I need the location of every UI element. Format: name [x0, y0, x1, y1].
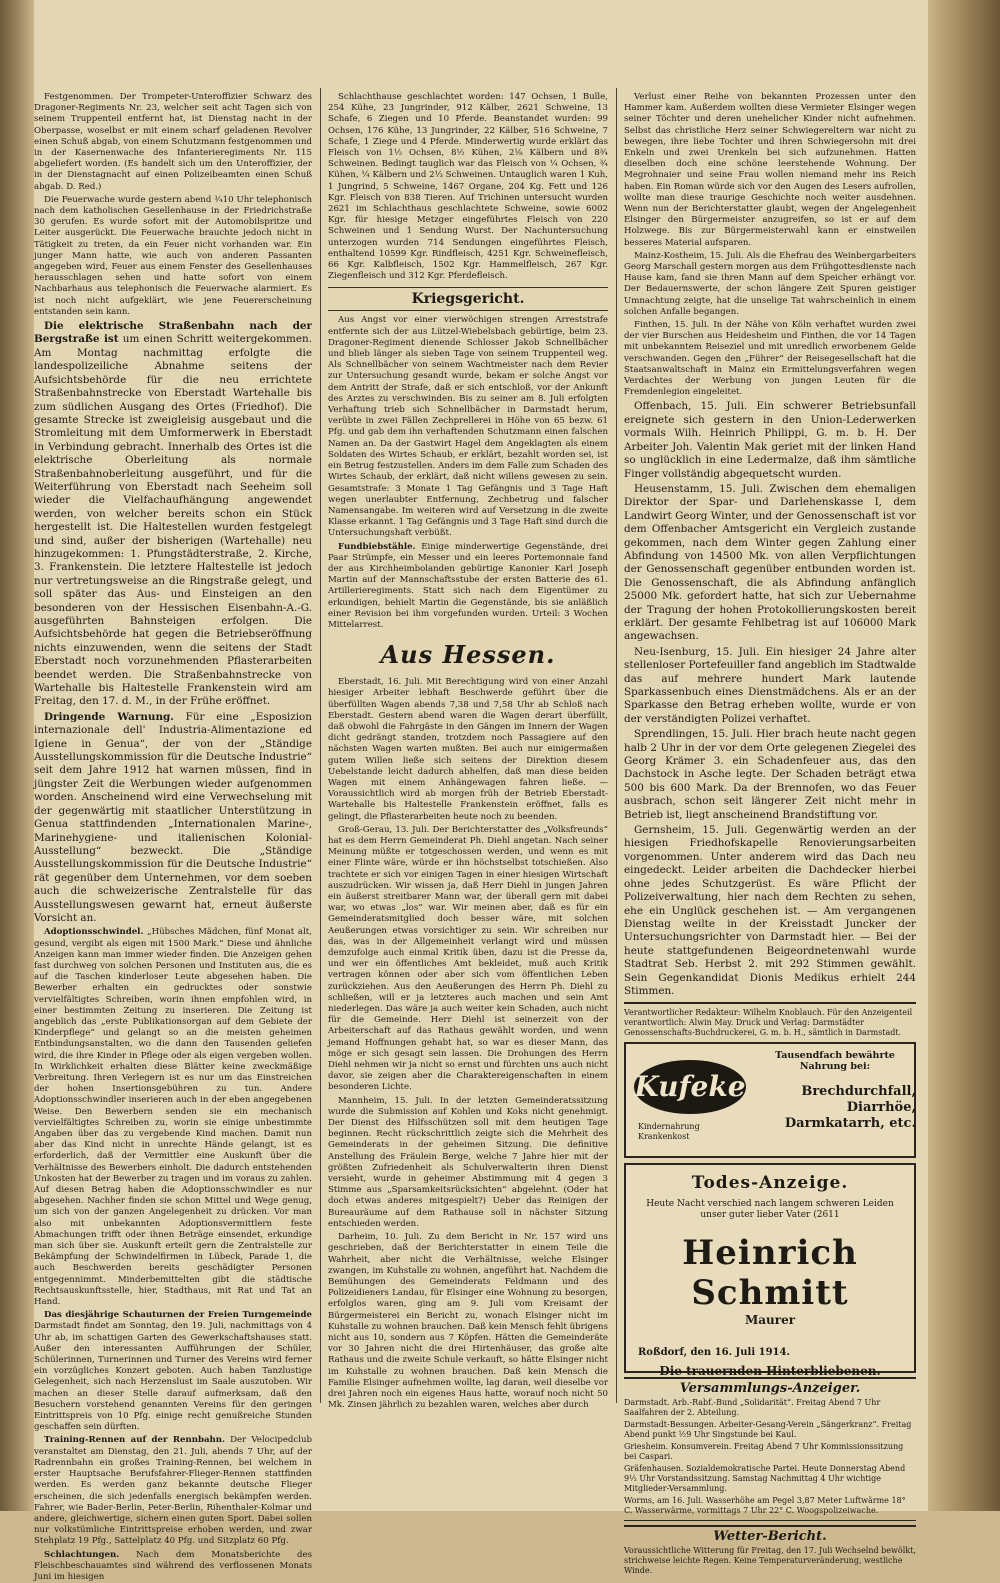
- death-notice-title: Todes-Anzeige.: [691, 1173, 849, 1194]
- column-2: [328, 92, 608, 1411]
- condition-item: Brechdurchfall,: [801, 1084, 916, 1100]
- section-heading-hessen: Aus Hessen.: [380, 640, 556, 670]
- condition-item: Diarrhöe,: [846, 1100, 916, 1116]
- ad-kufeke: [624, 1042, 916, 1158]
- article-slaughter: [34, 1550, 312, 1583]
- column-1: [34, 92, 313, 1582]
- meeting-entry: Darmstadt. Arb.-Rabf.-Bund „Solidarität“. Freitag Abend 7 Uhr Saalfahren der 2. Abteilung.: [624, 1398, 881, 1418]
- article-paragraph: Finthen, 15. Juli. In der Nähe von Köln verhaftet wurden zwei der vier Burschen aus Heidesheim und Finthen, die vor 14 Tagen mit unbekanntem Reiseziel und mit unredlich erworbenem Gelde verschwanden. Gegen den „Führer“ der Reisegesellschaft hat die Staatsanwaltschaft in Mainz ein Ermittelungsverfahren wegen Verdachtes der Werbung von jungen Leuten für die Fremdenlegion eingeleitet.: [624, 320, 916, 398]
- article-lead: Schlachtungen.: [44, 1549, 120, 1560]
- article-tram: [34, 320, 312, 709]
- meeting-entry: Gräfenhausen. Sozialdemokratische Partei. Heute Donnerstag Abend 9½ Uhr Vorstandssitzung. Samstag Nachmittag 4 Uhr wichtige Mitglieder-Versammlung.: [624, 1464, 906, 1494]
- article-lead: Das diesjährige Schauturnen der Freien Turngemeinde: [44, 1310, 312, 1321]
- imprint: Verantwortlicher Redakteur: Wilhelm Knoblauch. Für den Anzeigenteil verantwortlich: Alwin May. Druck und Verlag: Darmstädter Genossenschafts-Buchdruckerei, G. m. b. H., sämtlich in Darmstadt.: [624, 1008, 913, 1038]
- book-spine: [0, 0, 34, 1511]
- kufeke-subtitle: [638, 1122, 700, 1142]
- kufeke-sub-2: Krankenkost: [638, 1132, 690, 1142]
- article-court: Aus Angst vor einer vierwöchigen strengen Arreststrafe entfernte sich der aus Lützel-Wiebelsbach gebürtige, beim 23. Dragoner-Regiment dienende Schlosser Jakob Schnellbächer und blieb länger als sieben Tage von seinem Truppenteil weg. Als Schnellbächer von seinem Wachtmeister nach dem Revier zur Untersuchung gesandt wurde, bekam er solche Angst vor dem Antritt der Strafe, daß er sich entschloß, vor der Ankunft des Arztes zu verschwinden. Bis zu seiner am 8. Juli erfolgten Verhaftung trieb sich Schnellbächer in Darmstadt herum, verübte in zwei Fällen Zechprellerei in Höhe von 65 bezw. 61 Pfg. und gab dem ihn verhaftenden Schutzmann einen falschen Namen an. Da der Gastwirt Hagel dem Angeklagten als einem Soldaten des Wirtes Schaub, er erklärt, bezahlt worden sei, ist ein Betrug festzustellen. Anders im dem Falle zum Schaden des Wirtes Schaub, der erklärt, daß nicht willens gewesen zu sein. Gesamtstrafe: 3 Monate 1 Tag Gefängnis und 3 Tage Haft wegen unerlaubter Entfernung, Zechbetrug und falscher Namensangabe. Im weiteren wird auf Versetzung in die zweite Klasse erkannt. 1 Tag Gefängnis und 3 Tage Haft sind durch die Untersuchungshaft verbüßt.: [328, 315, 608, 539]
- weather-text: Voraussichtliche Witterung für Freitag, den 17. Juli Wechselnd bewölkt, strichweise leichte Regen. Keine Temperaturveränderung, westliche Winde.: [624, 1546, 916, 1576]
- article-lead: Dringende Warnung.: [44, 710, 174, 723]
- section-heading-court: Kriegsgericht.: [328, 287, 608, 311]
- article-lead: Fundbiebstähle.: [338, 541, 416, 552]
- article-paragraph: Heusenstamm, 15. Juli. Zwischen dem ehemaligen Direktor der Spar- und Darlehenskasse I, dem Landwirt Georg Winter, und der Genossenschaft ist vor dem Offenbacher Amtsgericht ein Vergleich zustande gekommen, nach dem Winter gegen Zahlung einer Abfindung von 14500 Mk. von allen Verpflichtungen der Genossenschaft gegenüber entbunden worden ist. Die Genossenschaft, die als Abfindung anfänglich 25000 Mk. gefordert hatte, hat sich zur Uebernahme der Tragung der hohen Protokollierungskosten bereit erklärt. Der gesamte Fehlbetrag ist auf 106000 Mark angewachsen.: [624, 482, 916, 643]
- column-3: [624, 92, 916, 1576]
- meetings-title: Versammlungs-Anzeiger.: [679, 1381, 861, 1397]
- article-warning: [34, 711, 312, 926]
- article-body: Einige minderwertige Gegenstände, drei Paar Strümpfe, ein Messer und ein leeres Portemonnaie fand der aus Kirchheimbolanden gebürtige Kanonier Karl Joseph Martin auf der Mannschaftsstube der ersten Batterie des 61. Artillerieregiments. Statt sich nach dem Eigentümer zu erkundigen, behielt Martin die Gegenstände, bis sie anläßlich einer Revision bei ihm vorgefunden wurden. Urteil: 3 Wochen Mittelarrest.: [328, 541, 608, 630]
- article-lead: Adoptionsschwindel.: [44, 927, 144, 938]
- place-date: Roßdorf, den 16. Juli 1914.: [638, 1347, 790, 1359]
- article-paragraph: Schlachthause geschlachtet worden: 147 Ochsen, 1 Bulle, 254 Kühe, 23 Jungrinder, 912 Kälber, 2621 Schweine, 13 Schafe, 6 Ziegen und 10 Pferde. Beanstandet wurden: 99 Ochsen, 176 Kühe, 13 Jungrinder, 22 Kälber, 516 Schweine, 7 Schafe, 1 Ziege und 4 Pferde. Minderwertig wurde erklärt das Fleisch von 1½ Ochsen, 8½ Kühen, 2⅛ Kälbern und 8¾ Schweinen. Bedingt tauglich war das Fleisch von ¼ Ochsen, ¾ Kühen, ¼ Kälbern und 2⅓ Schweinen. Untauglich waren 1 Kuh, 1 Jungrind, 5 Schweine, 1467 Organe, 204 Kg. Fett und 126 Kgr. Fleisch von 838 Tieren. Auf Trichinen untersucht wurden 2621 im Schlachthaus geschlachtete Schweine, sowie 6002 Kgr. für hiesige Metzger eingeführtes Fleisch von 220 Schweinen und 1 Sendung Wurst. Der Nachuntersuchung unterzogen wurden 714 Sendungen eingeführtes Fleisch, enthaltend 10599 Kgr. Rindfleisch, 4251 Kgr. Schweinefleisch, 66 Kgr. Kalbfleisch, 1502 Kgr. Hammelfleisch, 267 Kgr. Ziegenfleisch und 312 Kgr. Pferdefleisch.: [328, 92, 608, 282]
- meeting-entry: Griesheim. Konsumverein. Freitag Abend 7 Uhr Kommissionssitzung bei Caspari.: [624, 1442, 904, 1462]
- weather-title: Wetter-Bericht.: [624, 1525, 916, 1544]
- kufeke-conditions: [766, 1084, 924, 1132]
- article-paragraph: Gernsheim, 15. Juli. Gegenwärtig werden an der hiesigen Friedhofskapelle Renovierungsarbeiten vorgenommen. Unter anderem wird das Dach neu eingedeckt. Leider arbeiten die Dachdecker hierbei ohne jedes Schutzgerüst. Es wäre Pflicht der Polizeiverwaltung, hier nach dem Rechten zu sehen, ehe ein Unglück geschehen ist. — Am vergangenen Dienstag weilte in der Kreisstadt Juncker der Untersuchungsrichter von Darmstadt hier. — Bei der heute stattgefundenen Beigeordnetenwahl wurde Stadtrat Seb. Herbst 2. mit 292 Stimmen gewählt. Sein Gegenkandidat Dionis Medikus erhielt 244 Stimmen.: [624, 824, 916, 997]
- article-body: Der Velocipedclub veranstaltet am Dienstag, den 21. Juli, abends 7 Uhr, auf der Radrennbahn ein großes Training-Rennen, bei welchem in erster Hauptsache Berufsfahrer-Flieger-Rennen stattfinden werden. Es werden ganz bekannte deutsche Flieger erscheinen, die sich jedenfalls energisch bekämpfen werden. Fahrer, wie Bader-Berlin, Peter-Berlin, Rihenthaler-Kolmar und andere, gleichwertige, sichern einen guten Sport. Dabei sollen nur volkstümliche Eintrittspreise erhoben werden, und zwar Stehplatz 19 Pfg., Sattelplatz 40 Pfg. und Sitzplatz 60 Pfg.: [34, 1435, 313, 1547]
- article-lead: Die elektrische Straßenbahn nach der Bergstraße ist: [34, 320, 312, 346]
- article-paragraph: Mannheim, 15. Juli. In der letzten Gemeinderatssitzung wurde die Submission auf Kohlen und Koks nicht genehmigt. Der Dienst des Hilfsschützen soll mit dem heutigen Tage beginnen. Recht rückschrittlich zeigte sich die Mehrheit des Gemeinderats in der geheimen Sitzung. Die definitive Anstellung des Fräulein Berge, welche 7 Jahre hier mit der größten Zufriedenheit als Schulverwalterin ihren Dienst versieht, wurde in geheimer Abstimmung mit 4 gegen 3 Stimme aus „Sparsamkeitsrücksichten“ abgelehnt. (Oder hat doch etwas anderes mitgespielt?) Ueber das Reinigen der Bureauräume auf dem Rathause soll in nächster Sitzung entschieden werden.: [328, 1095, 608, 1229]
- meeting-entry: Darmstadt-Bessungen. Arbeiter-Gesang-Verein „Sängerkranz“. Freitag Abend punkt ½9 Uhr Singstunde bei Kaul.: [624, 1420, 912, 1440]
- kufeke-tagline: Tausendfach bewährte Nahrung bei:: [775, 1050, 895, 1073]
- meetings-board: [624, 1377, 916, 1521]
- article-lead: Training-Rennen auf der Rennbahn.: [44, 1435, 226, 1446]
- article-racing: [34, 1435, 312, 1547]
- article-body: „Hübsches Mädchen, fünf Monat alt, gesund, vergibt als eigen mit 1500 Mark.“ Diese und ähnliche Anzeigen kann man immer wieder finden. Die Anzeigen gehen fast durchweg von solchen Personen und Instituten aus, die es auf die Taschen kinderloser Leute abgesehen haben. Die Bewerber erhalten ein gedrucktes oder sonstwie vervielfältigtes Schreiben, worin ihnen empfohlen wird, in einer bestimmten Zeitung zu inserieren. Die Zeitung ist angeblich das „erste Publikationsorgan auf dem Gebiete der Kinderpflege“ und gelangt so an die meisten geheimen Entbindungsanstalten, wo die dann den Tausenden geliefen wird, die ihre Kinder in Pflege oder als eigen vergeben wollen. In Wirklichkeit erhalten diese Blätter keine zweckmäßige Verbreitung. Ihren Verlegern ist es nur um das Einstreichen der hohen Insertionsgebühren zu tun. Andere Adoptionsschwindler inserieren auch in der eben angegebenen Weise. Den Bewerbern senden sie ein mechanisch vervielfältigtes Schreiben zu, worin sie einige unbestimmte Angaben über das zu vergebende Kind machen. Damit nun aber das Kind nicht in unrechte Hände gelangt, ist es erforderlich, daß der Vermittler eine Auskunft über die Verhältnisse des Bewerbers einholt. Die dadurch entstehenden Unkosten hat der Bewerber zu tragen und im voraus zu zahlen. Auf diesen Betrag haben die Adoptionsschwindler es nur abgesehen. Nachher finden sie schon Mittel und Wege genug, um sich von der ganzen Angelegenheit zu drücken. Vor man also mit unbekannten Adoptionsvermittlern feste Abmachungen trifft oder ihnen Beträge einsendet, erkundige man sich über sie. Auskunft erteilt gern die Zentralstelle zur Bekämpfung der Schwindelfirmen in Lübeck, Parade 1, die auch Beschwerden bereits geschädigter Personen entgegennimmt. Minderbemittelten gibt die städtische Rechtsauskunftsstelle, hier, Stadthaus, mit Rat und Tat an Hand.: [34, 927, 312, 1308]
- article-paragraph: Verlust einer Reihe von bekannten Prozessen unter den Hammer kam. Außerdem wollten diese Vermieter Elsinger wegen seiner Töchter und deren unehelicher Kinder nicht aufnehmen. Selbst das christliche Herz seiner Schwiegereltern war nicht zu bewegen, ihre liebe Tochter und ihren Schwiegersohn mit drei Enkeln und zwei Urenkeln bei sich aufzunehmen. Hatten dieselben doch eine schöne leerstehende Wohnung. Der Megrohnaier und seine Frau wollen niemand mehr ins Reich haben. Ein Roman würde sich vor den Augen des Lesers aufrollen, wollte man diese traurige Geschichte noch weiter ausdehnen. Wenn nun der Berichterstatter glaubt, wegen der Angelegenheit Elsinger den Bürgermeister anzugreifen, so ist er auf dem Holzwege. Bis zur Bürgermeisterwahl kann er einstweilen besseres Material aufsparen.: [624, 92, 916, 248]
- column-rule: [616, 88, 617, 1403]
- article-body: Darmstadt findet am Sonntag, den 19. Juli, nachmittags von 4 Uhr ab, im schattigen Garten des Gewerkschaftshauses statt. Außer den interessanten Aufführungen der Schüler, Schülerinnen, Turnerinnen und Turner des Vereins wird ferner ein vorzügliches Konzert geboten. Auch haben Tanzlustige Gelegenheit, sich nach Herzenslust im Saale auszutoben. Wir machen an dieser Stelle darauf aufmerksam, daß den Besuchern vorstehend genannten Vereins für den geringen Eintrittspreis von 10 Pfg. einige recht genußreiche Stunden geschaffen sein dürften.: [34, 1321, 312, 1433]
- article-body: um einen Schritt weitergekommen. Am Montag nachmittag erfolgte die landespolizeiliche Abnahme seitens der Aufsichtsbehörde für die neu errichtete Straßenbahnstrecke von Eberstadt Wartehalle bis zum südlichen Ausgang des Ortes (Friedhof). Die gesamte Strecke ist zweigleisig ausgebaut und die Stromleitung mit dem Umformerwerk in Eberstadt in Verbindung gebracht. Innerhalb des Ortes ist die elektrische Oberleitung als normale Straßenbahnoberleitung ausgeführt, und für die Weiterführung von Eberstadt nach Seeheim soll wieder die Vielfachaufhängung angewendet werden, von welcher bereits schon ein Stück hergestellt ist. Die Haltestellen wurden festgelegt und sind, außer der bisherigen (Wartehalle) neu hinzugekommen: 1. Pfungstädterstraße, 2. Kirche, 3. Frankenstein. Die letztere Haltestelle ist jedoch nur vertretungsweise an die Ringstraße gelegt, und soll später das Aus- und Einsteigen an den besonderen von der Hessischen Eisenbahn-A.-G. ausgeführten Bahnsteigen erfolgen. Die Aufsichtsbehörde hat gegen die Betriebseröffnung nichts einzuwenden, wenn die seitens der Stadt Eberstadt noch vorzunehmenden Pflasterarbeiten beendet werden. Die Straßenbahnstrecke von Wartehalle bis Haltestelle Frankenstein wird am Freitag, den 17. d. M., in der Frühe eröffnet.: [34, 333, 312, 708]
- deceased-name: Heinrich Schmitt: [682, 1233, 858, 1314]
- death-notice-footer: [626, 1347, 914, 1358]
- death-notice-body: Heute Nacht verschied nach langem schweren Leiden unser guter lieber Vater: [646, 1199, 894, 1221]
- water-level: Worms, am 16. Juli. Wasserhöhe am Pegel 3,87 Meter Luftwärme 18° C. Wasserwärme, vormittags 7 Uhr 22° C. Woogspolizeiwache.: [624, 1496, 906, 1516]
- article-paragraph: Darheim, 10. Juli. Zu dem Bericht in Nr. 157 wird uns geschrieben, daß der Berichterstatter in einem Teile die Wahrheit, aber nicht die Verhältnisse, welche Elsinger zwangen, im Kuhstalle zu wohnen, angeführt hat. Nachdem die Bemühungen des Gemeinderats Feldmann und des Polizeidieners Landau, für Elsinger eine Wohnung zu besorgen, erfolglos waren, ging am 9. Juli vom Kreisamt der Bürgermeisterei ein Bericht zu, wonach Elsinger nicht im Kuhstalle zu wohnen brauchen. Daß kein Mensch fehlt übrigens nicht aus 10, sondern aus 7 Köpfen. Hätten die Gemeinderäte vor 30 Jahren nicht die drei Hirtenhäuser, das große alte Rathaus und die zweite Schule verkauft, so hätte Elsinger nicht im Kuhstalle zu wohnen brauchen. Daß kein Mensch die Familie Elsinger aufnehmen wollte, lag daran, weil dieselbe vor drei Jahren noch ein eigenes Haus hatte, worauf noch nicht 50 Mk. Zinsen jährlich zu bezahlen waren, welches aber durch: [328, 1232, 608, 1411]
- column-rule: [320, 88, 321, 1403]
- article-paragraph: Groß-Gerau, 13. Juli. Der Berichterstatter des „Volksfreunds“ hat es dem Herrn Gemeinderat Ph. Diehl angetan. Nach seiner Meinung müßte er totgeschossen werden, und wenn es mit einer Flinte wäre, würde er ihn höchstselbst totschießen. Also trachtete er sich vor einigen Tagen in einer hiesigen Wirtschaft auszudrücken. Wir wissen ja, daß Herr Diehl in jungen Jahren ein äußerst streitbarer Mann war, der überall gern mit dabei war, wo etwas „los“ war. Wir meinen aber, daß es für ein Gemeinderatsmitglied doch besser wäre, mit solchen Aeußerungen etwas vorsichtiger zu sein. Wir schreiben nur das, was in der Allgemeinheit verlangt wird und müssen demzufolge auch einmal Kritik üben, dazu ist die Presse da, und wer ein öffentliches Amt bekleidet, muß auch Kritik vertragen können oder aber sich vom öffentlichen Leben zurückziehen. Aus den Aeußerungen des Herrn Ph. Diehl zu schließen, will er ja letzteres auch machen und sein Amt niederlegen. Das wäre ja auch weiter kein Schaden, auch nicht für die Gemeinde. Herr Diehl ist seinerzeit von der Arbeiterschaft auf das Rathaus gewählt worden, und wenn jemand Hoffnungen gehabt hat, so war es dieser Mann, das möge er sich gesagt sein lassen. Die Drohungen des Herrn Diehl nehmen wir ja nicht so ernst und fürchten uns auch nicht davor, sie zeigen aber die Charaktereigenschaften in einem besonderen Lichte.: [328, 824, 608, 1093]
- condition-item: Darmkatarrh, etc.: [784, 1116, 916, 1132]
- page-edges: [928, 0, 1000, 1511]
- newspaper-page: [34, 0, 928, 1582]
- article-paragraph: Mainz-Kostheim, 15. Juli. Als die Ehefrau des Weinbergarbeiters Georg Marschall gestern morgen aus dem Frühgottesdienste nach Hause kam, fand sie ihren Mann auf dem Speicher erhängt vor. Der Bedauernswerte, der schon längere Zeit Spuren geistiger Umnachtung zeigte, hat die unselige Tat wahrscheinlich in einem solchen Anfalle begangen.: [624, 250, 916, 317]
- article-turner: [34, 1310, 312, 1433]
- divider: [624, 1002, 916, 1004]
- kufeke-logo: Kufeke: [634, 1060, 746, 1114]
- article-adoption: [34, 927, 312, 1308]
- article-paragraph: Festgenommen. Der Trompeter-Unteroffizier Schwarz des Dragoner-Regiments Nr. 23, welcher seit acht Tagen sich von seinem Truppenteil entfernt hat, ist Dienstag nacht in der Oberpasse, woselbst er mit einem scharf geladenen Revolver einen Schuß abgab, von einem Schutzmann festgenommen und in der Kasernenwache des Infanterieregiments Nr. 115 abgeliefert worden. (Es handelt sich um den Unteroffizier, der in der Dienstagnacht auf einen Polizeibeamten einen Schuß abgab. D. Red.): [34, 92, 312, 192]
- death-notice-code: (2611: [813, 1210, 840, 1221]
- death-notice-text: [636, 1199, 904, 1221]
- article-paragraph: Neu-Isenburg, 15. Juli. Ein hiesiger 24 Jahre alter stellenloser Portefeuiller fand angeblich im Stadtwalde das auf mehrere hundert Mark lautende Sparkassenbuch eines Dienstmädchens. Als er an der Sparkasse den Betrag erheben wollte, wurde er von der verständigten Polizei verhaftet.: [624, 645, 916, 725]
- article-paragraph: Die Feuerwache wurde gestern abend ¾10 Uhr telephonisch nach dem katholischen Gesellenhause in der Friedrichstraße 30 gerufen. Es wurde sofort mit der Automobilspritze und Leiter ausgerückt. Die Feuerwache brauchte jedoch nicht in Tätigkeit zu treten, da ein Feuer nicht vorhanden war. Ein junger Mann hatte, wie auch von anderen Passanten angegeben wird, Feuer aus einem Fenster des Gesellenhauses herausschlagen sehen und hatte sofort von einem Nachbarhaus aus telephonisch die Feuerwache alarmiert. Es ist noch nicht aufgeklärt, wie jene Feuererscheinung entstanden sein kann.: [34, 194, 312, 317]
- ad-death-notice: [624, 1163, 916, 1379]
- article-paragraph: Offenbach, 15. Juli. Ein schwerer Betriebsunfall ereignete sich gestern in den Union-Lederwerken vormals Wilh. Heinrich Philippi, G. m. b. H. Der Arbeiter Joh. Valentin Mak geriet mit der linken Hand so unglücklich in eine Ledermalze, daß ihm sämtliche Finger vollständig abgequetscht wurden.: [624, 400, 916, 480]
- death-notice-signature: Die trauernden Hinterbliebenen.: [659, 1364, 881, 1379]
- kufeke-sub-1: Kindernahrung: [638, 1122, 700, 1132]
- deceased-occupation: Maurer: [744, 1313, 796, 1328]
- article-fund: [328, 542, 608, 632]
- article-paragraph: Eberstadt, 16. Juli. Mit Berechtigung wird von einer Anzahl hiesiger Arbeiter lebhaft Beschwerde geführt über die überfüllten Wagen abends 7,38 und 7,58 Uhr ab Schloß nach Eberstadt. Gestern abend waren die Wagen derart überfüllt, daß obwohl die Fahrgäste in den Gängen im Innern der Wagen dicht gedrängt standen, trotzdem noch Passagiere auf den nächsten Wagen warten mußten. Bei auch nur einigermaßen gutem Willen ließe sich seitens der Direktion diesem Uebelstande leicht dadurch abhelfen, daß man diese beiden Wagen mit einem Anhängewagen fahren ließe. — Voraussichtlich wird ab morgen früh der Betrieb Eberstadt-Wartehalle bis Haltestelle Frankenstein eröffnet, falls es gelingt, die Pflasterarbeiten heute noch zu beenden.: [328, 677, 608, 822]
- article-body: Für eine „Esposizion internazionale dell' Industria-Alimentazione ed Igiene in Genua“, der von der „Ständige Ausstellungskommission für die Deutsche Industrie“ seit dem Jahre 1912 hat warnen müssen, find in jüngster Zeit die Werbungen wieder aufgenommen worden. Anscheinend wird eine Verwechselung mit der gegenwärtig mit staatlicher Unterstützung in Genua stattfindenden „Internationalen Marine-, Marinehygiene- und italienischen Kolonial-Ausstellung“ bezweckt. Die „Ständige Ausstellungskommission für die Deutsche Industrie“ rät gegenüber dem Unternehmen, vor dem soeben auch die schweizerische Zentralstelle für das Ausstellungswesen gewarnt hat, erneut äußerste Vorsicht an.: [34, 710, 312, 924]
- article-body: Nach dem Monatsberichte des Fleischbeschauamtes sind während des verflossenen Monats Juni im hiesigen: [34, 1549, 313, 1582]
- article-paragraph: Sprendlingen, 15. Juli. Hier brach heute nacht gegen halb 2 Uhr in der vor dem Orte gelegenen Ziegelei des Georg Krämer 3. ein Schadenfeuer aus, das den Dachstock in Asche legte. Der Schaden beträgt etwa 500 bis 600 Mark. Da der Brennofen, wo das Feuer ausbrach, schon seit längerer Zeit nicht mehr in Betrieb ist, liegt anscheinend Brandstiftung vor.: [624, 728, 916, 821]
